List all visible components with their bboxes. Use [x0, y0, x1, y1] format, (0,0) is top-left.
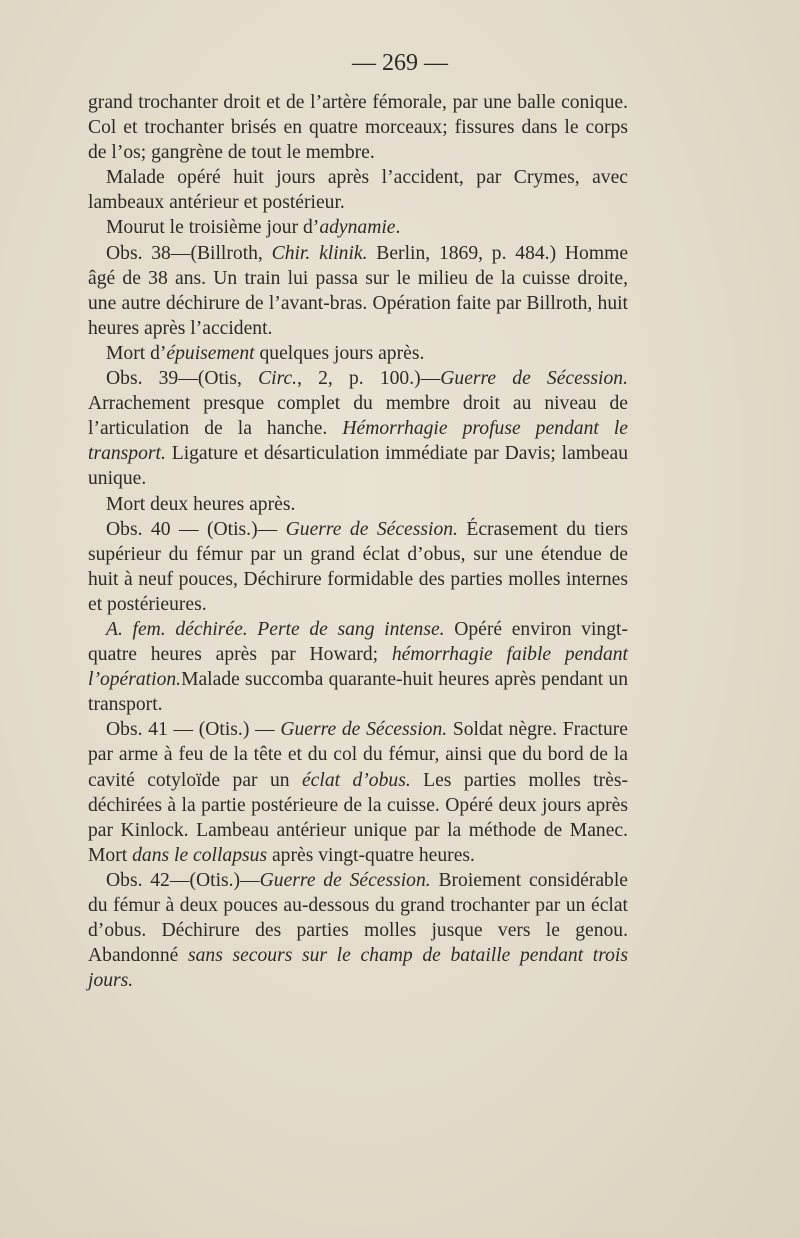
paragraph-7: Mort deux heures après.: [106, 493, 296, 515]
paragraph-1: grand trochanter droit et de l’artère fémorale, par une balle conique. Col et trochanter brisés en quatre morceaux; fissures dans le corps de l’os; gangrène de tout le membre.: [88, 92, 628, 164]
paragraph-9: A. fem. déchirée. Perte de sang intense. Opéré environ vingt-quatre heures après par Howard; hémorrhagie faible pendant l’opération.Malade succomba quarante-huit heures après pendant un transport.: [88, 618, 628, 716]
paragraph-obs-41: Obs. 41 — (Otis.) — Guerre de Sécession. Soldat nègre. Fracture par arme à feu de la tête et du col du fémur, ainsi que du bord de la cavité cotyloïde par un éclat d’obus. Les parties molles très-déchirées à la partie postérieure de la cuisse. Opéré deux jours après par Kinlock. Lambeau antérieur unique par la méthode de Manec. Mort dans le collapsus après vingt-quatre heures.: [88, 719, 628, 866]
paragraph-3: Mourut le troisième jour d’adynamie.: [106, 217, 401, 239]
paragraph-obs-42: Obs. 42—(Otis.)—Guerre de Sécession. Broiement considérable du fémur à deux pouces au-dessous du grand trochanter par un éclat d’obus. Déchirure des parties molles jusque vers le genou. Abandonné sans secours sur le champ de bataille pendant trois jours.: [88, 869, 628, 992]
paragraph-obs-40: Obs. 40 — (Otis.)— Guerre de Sécession. Écrasement du tiers supérieur du fémur par un grand éclat d’obus, sur une étendue de huit à neuf pouces, Déchirure formidable des parties molles internes et postérieures.: [88, 518, 628, 615]
page-number: — 269 —: [352, 50, 448, 76]
paragraph-obs-39: Obs. 39—(Otis, Circ., 2, p. 100.)—Guerre de Sécession. Arrachement presque complet du membre droit au niveau de l’articulation de la hanche. Hémorrhagie profuse pendant le transport. Ligature et désarticulation immédiate par Davis; lambeau unique.: [88, 368, 628, 490]
paragraph-obs-38: Obs. 38—(Billroth, Chir. klinik. Berlin, 1869, p. 484.) Homme âgé de 38 ans. Un train lui passa sur le milieu de la cuisse droite, une autre déchirure de l’avant-bras. Opération faite par Billroth, huit heures après l’accident.: [88, 242, 629, 339]
paragraph-5: Mort d’épuisement quelques jours après.: [106, 342, 425, 364]
paragraph-2: Malade opéré huit jours après l’accident, par Crymes, avec lambeaux antérieur et postérieur.: [88, 167, 628, 214]
page-body: [88, 90, 628, 993]
